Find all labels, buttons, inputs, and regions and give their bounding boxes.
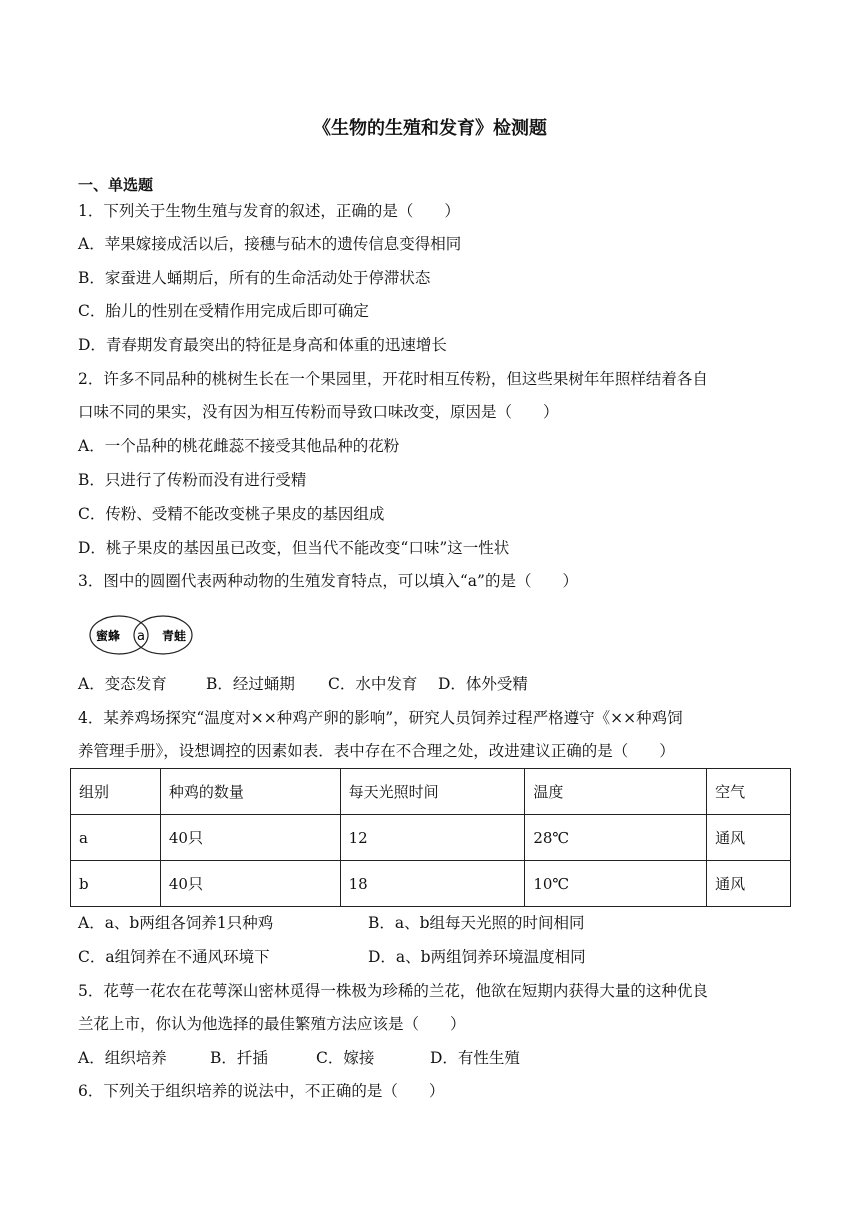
table-header-cell: 每天光照时间: [340, 769, 525, 815]
question-4-option-b: B．a、b组每天光照的时间相同: [368, 914, 585, 932]
question-5-stem-line2: 兰花上市，你认为他选择的最佳繁殖方法应该是（ ）: [78, 1015, 466, 1033]
table-cell: 12: [340, 815, 525, 861]
table-cell: 10℃: [525, 861, 707, 907]
table-header-cell: 空气: [707, 769, 791, 815]
question-1-option-c: C．胎儿的性别在受精作用完成后即可确定: [78, 302, 369, 320]
venn-left-label: 蜜蜂: [95, 629, 121, 643]
table-header-cell: 温度: [525, 769, 707, 815]
venn-center-label: a: [137, 629, 145, 644]
table-row: [71, 815, 791, 861]
question-3-option-a: A．变态发育: [78, 675, 167, 693]
section-heading: 一、单选题: [78, 176, 154, 194]
table-cell: 40只: [160, 861, 340, 907]
question-2-option-b: B．只进行了传粉而没有进行受精: [78, 471, 307, 489]
table-header-row: [71, 769, 791, 815]
question-5-option-c: C．嫁接: [316, 1049, 375, 1067]
question-2-stem-line1: 2．许多不同品种的桃树生长在一个果园里，开花时相互传粉，但这些果树年年照样结着各自: [78, 370, 708, 388]
question-5-option-b: B．扦插: [210, 1049, 268, 1067]
question-3-option-c: C．水中发育: [328, 675, 418, 693]
question-1-option-a: A．苹果嫁接成活以后，接穗与砧木的遗传信息变得相同: [78, 235, 462, 253]
venn-right-label: 青蛙: [161, 629, 187, 643]
question-2-option-c: C．传粉、受精不能改变桃子果皮的基因组成: [78, 505, 385, 523]
question-1-stem: 1．下列关于生物生殖与发育的叙述，正确的是（ ）: [78, 202, 460, 220]
table-cell: 28℃: [525, 815, 707, 861]
experiment-table: [70, 768, 791, 907]
question-3-option-d: D．体外受精: [438, 675, 528, 693]
question-4-option-a: A．a、b两组各饲养1只种鸡: [78, 914, 274, 932]
table-header-cell: 组别: [71, 769, 161, 815]
table-cell: 18: [340, 861, 525, 907]
document-title: 《生物的生殖和发育》检测题: [313, 118, 547, 139]
table-header-cell: 种鸡的数量: [160, 769, 340, 815]
table-cell: a: [71, 815, 161, 861]
question-5-stem-line1: 5．花萼一花农在花萼深山密林觅得一株极为珍稀的兰花，他欲在短期内获得大量的这种优良: [78, 982, 708, 1000]
venn-diagram: [88, 614, 194, 656]
question-4-stem-line1: 4．某养鸡场探究“温度对××种鸡产卵的影响”，研究人员饲养过程严格遵守《××种鸡饲: [78, 709, 683, 727]
question-2-option-d: D．桃子果皮的基因虽已改变，但当代不能改变“口味”这一性状: [78, 539, 510, 557]
table-cell: 通风: [707, 815, 791, 861]
question-2-option-a: A．一个品种的桃花雌蕊不接受其他品种的花粉: [78, 437, 400, 455]
question-3-option-b: B．经过蛹期: [206, 675, 295, 693]
question-1-option-d: D．青春期发育最突出的特征是身高和体重的迅速增长: [78, 336, 447, 354]
question-6-stem: 6．下列关于组织培养的说法中，不正确的是（ ）: [78, 1082, 445, 1100]
table-cell: 40只: [160, 815, 340, 861]
question-1-option-b: B．家蚕进人蛹期后，所有的生命活动处于停滞状态: [78, 269, 431, 287]
table-row: [71, 861, 791, 907]
question-4-stem-line2: 养管理手册》，设想调控的因素如表．表中存在不合理之处，改进建议正确的是（ ）: [78, 742, 675, 760]
question-3-stem: 3．图中的圆圈代表两种动物的生殖发育特点，可以填入“a”的是（ ）: [78, 572, 578, 590]
table-cell: 通风: [707, 861, 791, 907]
question-4-option-d: D．a、b两组饲养环境温度相同: [368, 948, 586, 966]
question-5-option-d: D．有性生殖: [430, 1049, 520, 1067]
question-4-option-c: C．a组饲养在不通风环境下: [78, 948, 270, 966]
question-5-option-a: A．组织培养: [78, 1049, 167, 1067]
table-cell: b: [71, 861, 161, 907]
question-2-stem-line2: 口味不同的果实，没有因为相互传粉而导致口味改变，原因是（ ）: [78, 403, 559, 421]
